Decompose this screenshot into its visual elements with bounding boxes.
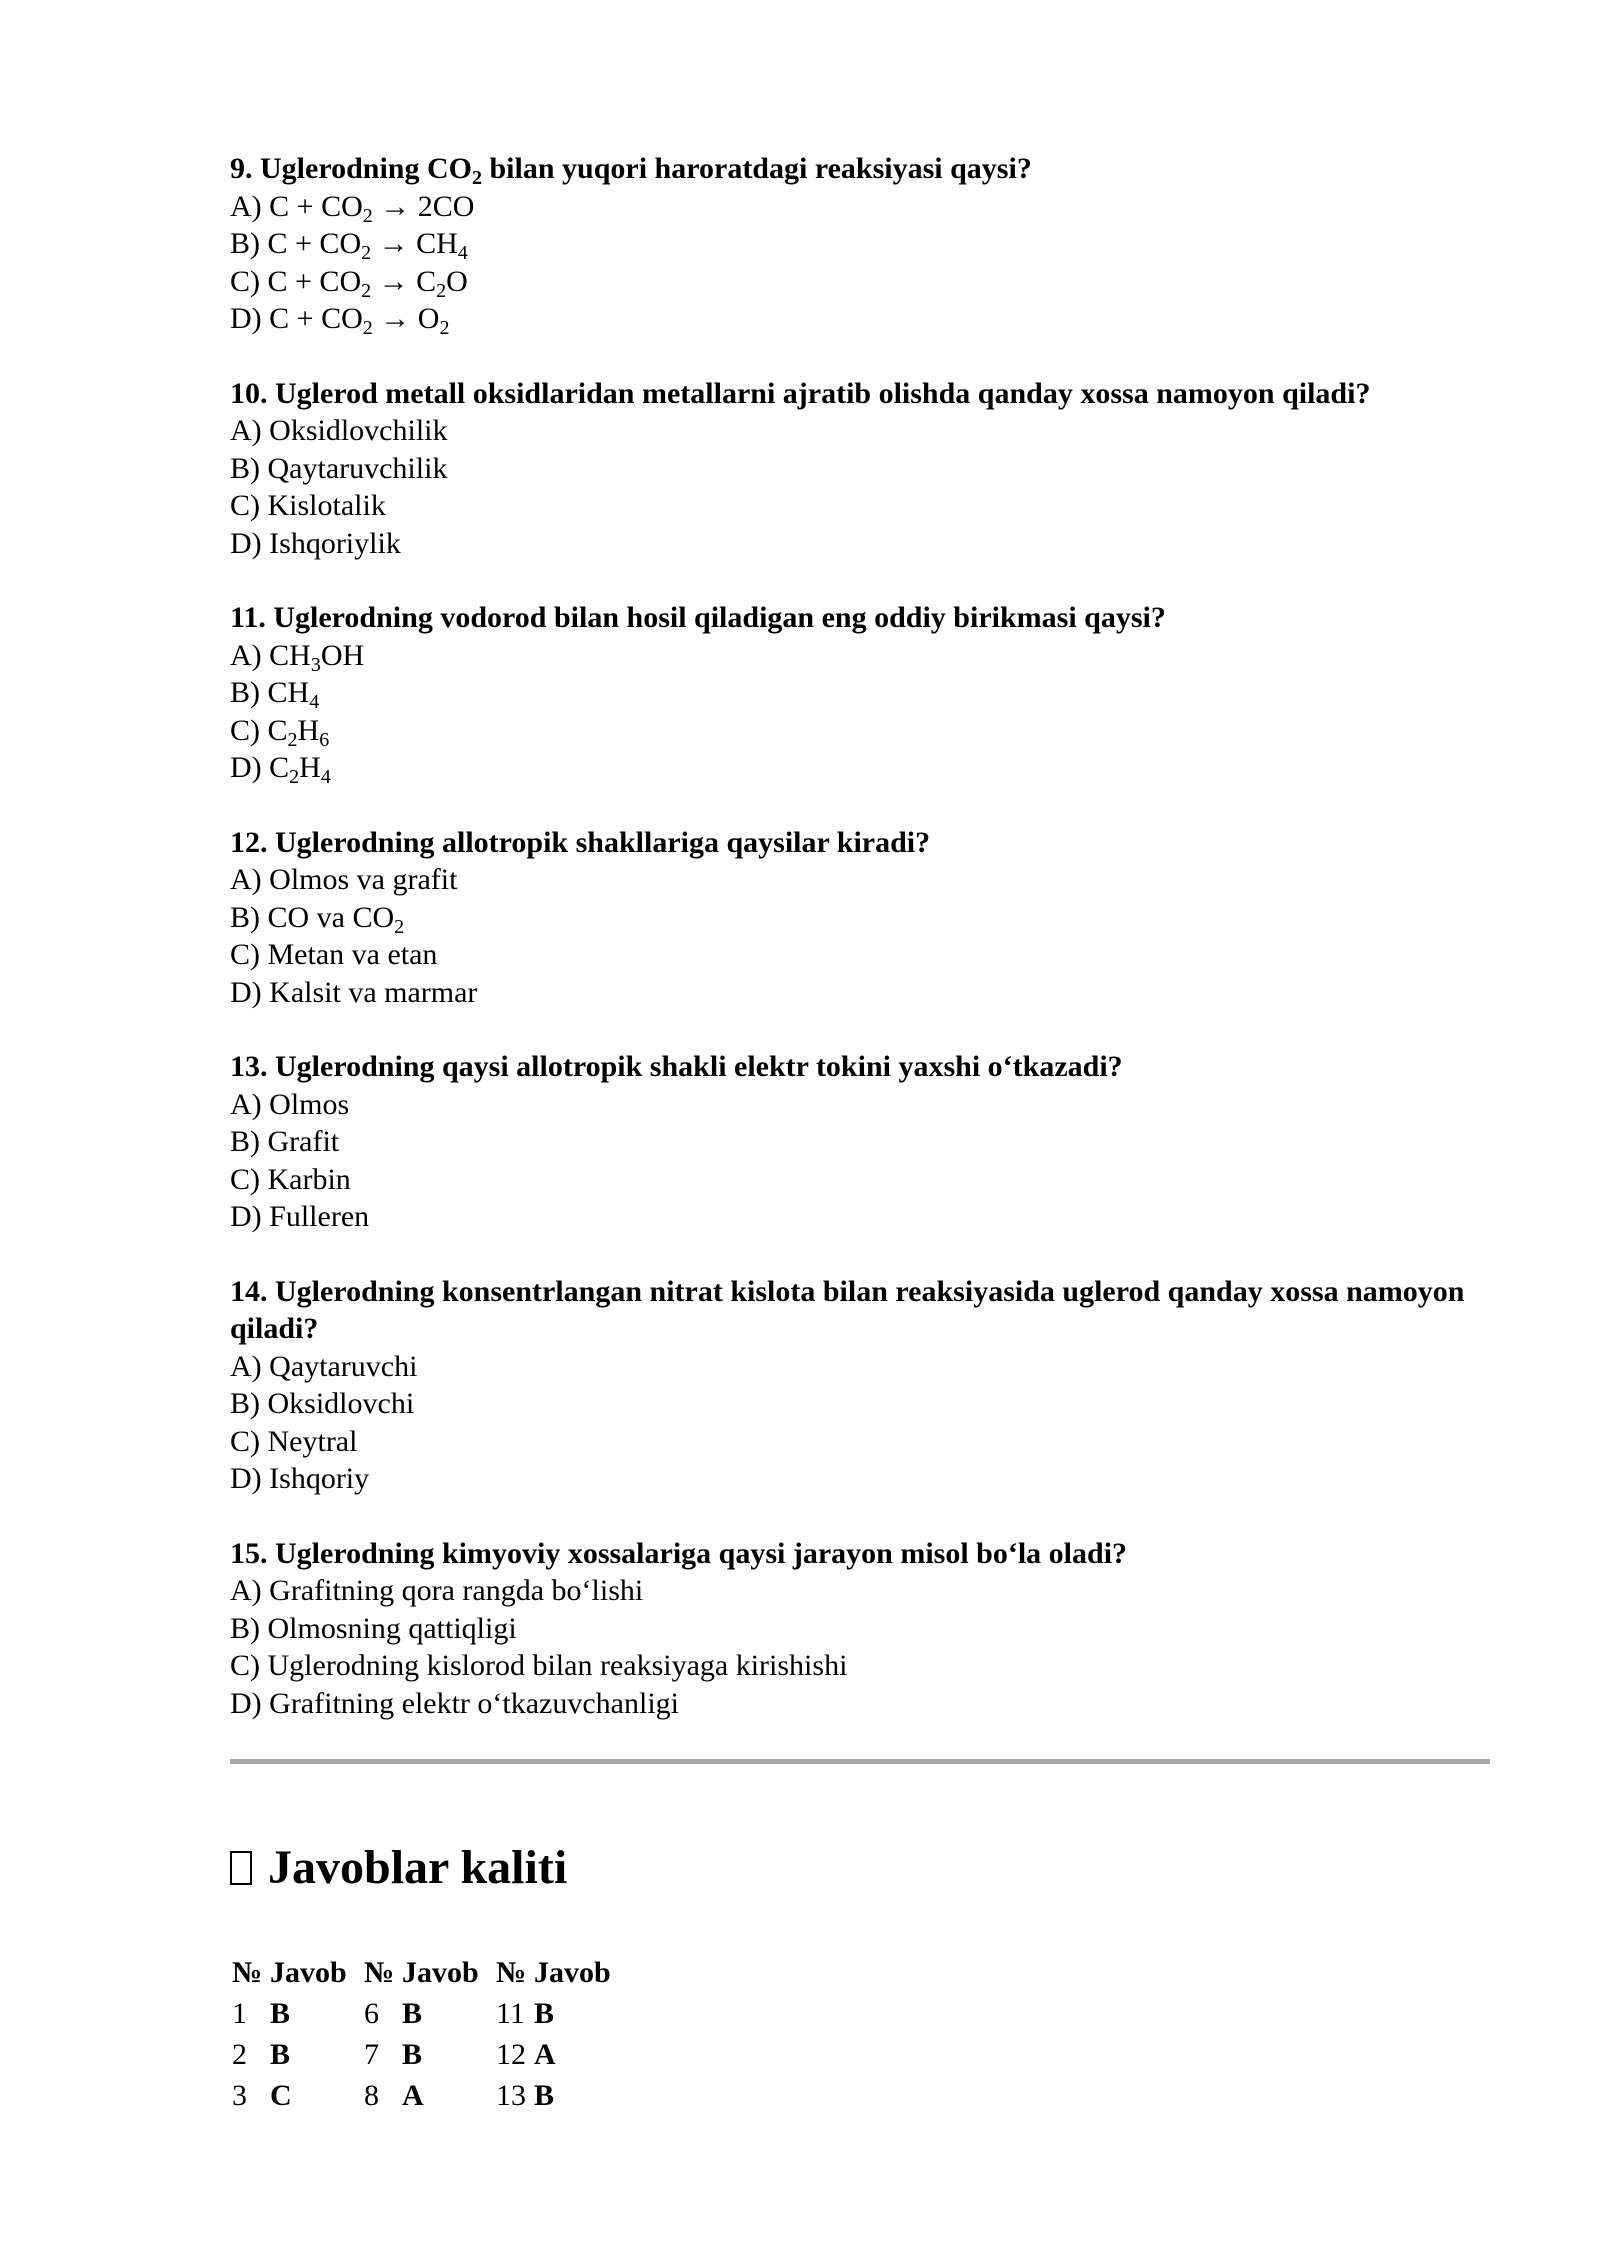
subscript: 2 (439, 317, 450, 339)
answer-option (230, 450, 1490, 488)
option-text: H (297, 713, 320, 747)
answer-key-heading (230, 1840, 1490, 1896)
option-text: → C (371, 264, 437, 298)
question-text: 11. Uglerodning vodorod bilan hosil qiladigan eng oddiy birikmasi qaysi? (230, 601, 1166, 634)
question-text: 15. Uglerodning kimyoviy xossalariga qaysi jarayon misol bo‘la oladi? (230, 1536, 1128, 1570)
table-row (232, 2034, 611, 2075)
option-text: CO va CO (267, 900, 395, 934)
option-letter: A) (230, 189, 270, 223)
question-text: 10. Uglerod metall oksidlaridan metallarni ajratib olishda qanday xossa namoyon qiladi? (230, 376, 1371, 410)
option-text: C (269, 751, 290, 784)
question-number-cell: 11 (496, 1997, 525, 2030)
option-letter: D) (230, 526, 270, 560)
option-text: Grafit (267, 1125, 340, 1158)
option-text: C (267, 713, 288, 747)
answer-option (230, 974, 1490, 1012)
question-text: 14. Uglerodning konsentrlangan nitrat kislota bilan reaksiyasida uglerod qanday xossa namoyon qiladi? (230, 1274, 1465, 1345)
option-letter: B) (230, 451, 268, 485)
question-number-cell: 12 (496, 2038, 526, 2071)
question-title (230, 1273, 1490, 1348)
question-title (230, 1048, 1490, 1086)
subscript: 2 (289, 766, 300, 788)
answer-option (230, 1198, 1490, 1236)
answer-cell: B (402, 2038, 423, 2071)
option-letter: C) (230, 1424, 268, 1458)
option-letter: D) (230, 1462, 270, 1495)
column-header-answer: Javob (270, 1956, 347, 1989)
option-letter: C) (230, 264, 268, 298)
option-letter: D) (230, 975, 270, 1009)
option-letter: B) (230, 1611, 268, 1645)
table-row (232, 1993, 611, 2034)
option-text: → 2CO (372, 189, 475, 223)
option-letter: D) (230, 1200, 270, 1233)
option-letter: B) (230, 900, 268, 934)
subscript: 4 (457, 242, 468, 264)
option-text: Karbin (267, 1162, 351, 1196)
table-row (232, 2075, 611, 2116)
option-text: Metan va etan (267, 938, 438, 971)
answer-option (230, 1348, 1490, 1386)
option-text: Qaytaruvchi (269, 1349, 418, 1383)
option-text: Fulleren (269, 1200, 370, 1233)
answer-option (230, 1161, 1490, 1199)
question-block (230, 375, 1490, 563)
answer-option (230, 487, 1490, 525)
answer-cell: A (534, 2038, 556, 2071)
column-header-answer: Javob (534, 1956, 611, 1989)
column-header-answer: Javob (402, 1956, 479, 1989)
option-text: Uglerodning kislorod bilan reaksiyaga kirishishi (267, 1649, 848, 1682)
option-text: Olmos (269, 1087, 350, 1121)
subscript: 2 (394, 915, 405, 938)
question-number-cell: 3 (232, 2079, 247, 2112)
option-letter: C) (230, 713, 268, 747)
option-letter: C) (230, 1162, 268, 1196)
subscript: 2 (362, 317, 373, 339)
option-text: Ishqoriylik (269, 526, 401, 560)
question-number-cell: 7 (364, 2038, 379, 2071)
question-block (230, 1048, 1490, 1236)
option-letter: D) (230, 751, 270, 784)
option-text: → O (372, 302, 440, 335)
option-letter: C) (230, 938, 268, 971)
answer-key-title: Javoblar kaliti (268, 1841, 568, 1894)
answer-cell: B (534, 1997, 555, 2030)
question-title (230, 824, 1490, 862)
question-block (230, 150, 1490, 338)
subscript: 4 (320, 766, 331, 788)
answer-option (230, 1123, 1490, 1161)
option-text: Grafitning qora rangda bo‘lishi (269, 1574, 644, 1607)
subscript: 2 (436, 279, 447, 302)
answer-option (230, 1610, 1490, 1648)
option-text: Neytral (267, 1424, 358, 1458)
question-title (230, 1535, 1490, 1573)
answer-cell: B (402, 1997, 423, 2030)
answer-option (230, 1460, 1490, 1498)
option-text: Kalsit va marmar (269, 975, 478, 1009)
question-text: 13. Uglerodning qaysi allotropik shakli elektr tokini yaxshi o‘tkazadi? (230, 1050, 1123, 1083)
question-text: 9. Uglerodning CO (230, 152, 472, 185)
option-text: → CH (371, 227, 458, 260)
question-list (230, 150, 1490, 1722)
question-title (230, 375, 1490, 413)
option-text: CH (269, 638, 311, 672)
option-letter: D) (230, 302, 270, 335)
answer-option (230, 749, 1490, 787)
option-text: Grafitning elektr o‘tkazuvchanligi (269, 1686, 680, 1720)
subscript: 2 (362, 204, 373, 227)
answer-key-body (232, 1993, 611, 2116)
document-content (230, 150, 1490, 2116)
answer-cell: C (270, 2079, 292, 2112)
answer-cell: B (270, 2038, 291, 2071)
column-header-number: № (496, 1956, 527, 1989)
option-text: Oksidlovchi (267, 1387, 415, 1420)
answer-option (230, 861, 1490, 899)
option-letter: A) (230, 1349, 270, 1383)
option-text: H (299, 751, 321, 784)
option-letter: B) (230, 227, 268, 260)
question-block (230, 1535, 1490, 1723)
column-header-number: № (232, 1956, 263, 1989)
answer-option (230, 899, 1490, 937)
option-text: Olmosning qattiqligi (267, 1611, 517, 1645)
subscript: 6 (319, 728, 330, 751)
column-header-number: № (364, 1956, 395, 1989)
answer-option (230, 1685, 1490, 1723)
option-text: C + CO (267, 264, 362, 298)
option-text: Kislotalik (267, 489, 386, 522)
question-number-cell: 2 (232, 2038, 247, 2071)
answer-option (230, 412, 1490, 450)
missing-glyph-icon (230, 1851, 252, 1885)
subscript: 4 (309, 691, 320, 713)
question-text: 12. Uglerodning allotropik shakllariga qaysilar kiradi? (230, 825, 931, 859)
question-number-cell: 13 (496, 2079, 526, 2112)
question-number-cell: 1 (232, 1997, 247, 2030)
question-block (230, 599, 1490, 787)
question-block (230, 1273, 1490, 1498)
question-number-cell: 8 (364, 2079, 379, 2112)
answer-option (230, 674, 1490, 712)
option-letter: C) (230, 489, 268, 522)
option-text: CH (267, 676, 310, 709)
subscript: 2 (361, 279, 372, 302)
option-letter: C) (230, 1649, 268, 1682)
question-title (230, 599, 1490, 637)
option-text: Oksidlovchilik (269, 414, 448, 447)
option-text: C + CO (269, 302, 363, 335)
answer-option (230, 1647, 1490, 1685)
answer-option (230, 1385, 1490, 1423)
option-letter: A) (230, 1087, 270, 1121)
option-text: C + CO (267, 227, 362, 260)
option-letter: B) (230, 1125, 268, 1158)
subscript: 2 (287, 728, 298, 751)
option-letter: B) (230, 676, 268, 709)
option-text: Qaytaruvchilik (267, 451, 448, 485)
option-letter: A) (230, 863, 270, 896)
subscript: 2 (361, 242, 372, 264)
answer-key-table (232, 1952, 611, 2116)
option-letter: A) (230, 1574, 270, 1607)
question-text: bilan yuqori haroratdagi reaksiyasi qaysi? (481, 152, 1032, 185)
option-text: Ishqoriy (269, 1462, 370, 1495)
option-text: O (446, 264, 468, 298)
question-title (230, 150, 1490, 188)
answer-option (230, 225, 1490, 263)
option-text: C + CO (269, 189, 363, 223)
option-text: Olmos va grafit (269, 863, 458, 896)
answer-option (230, 188, 1490, 226)
option-letter: D) (230, 1686, 270, 1720)
horizontal-divider (230, 1759, 1490, 1764)
answer-cell: B (534, 2079, 555, 2112)
subscript: 3 (310, 653, 321, 676)
option-letter: B) (230, 1387, 268, 1420)
answer-option (230, 936, 1490, 974)
option-text: OH (320, 638, 365, 672)
option-letter: A) (230, 414, 270, 447)
answer-option (230, 1572, 1490, 1610)
answer-option (230, 1423, 1490, 1461)
question-number-cell: 6 (364, 1997, 379, 2030)
answer-option (230, 1086, 1490, 1124)
answer-option (230, 300, 1490, 338)
answer-cell: B (270, 1997, 291, 2030)
question-block (230, 824, 1490, 1012)
subscript: 2 (471, 167, 482, 189)
answer-option (230, 525, 1490, 563)
answer-cell: A (402, 2079, 424, 2112)
answer-option (230, 637, 1490, 675)
option-letter: A) (230, 638, 270, 672)
answer-key-header-row (232, 1952, 611, 1993)
answer-option (230, 712, 1490, 750)
answer-option (230, 263, 1490, 301)
